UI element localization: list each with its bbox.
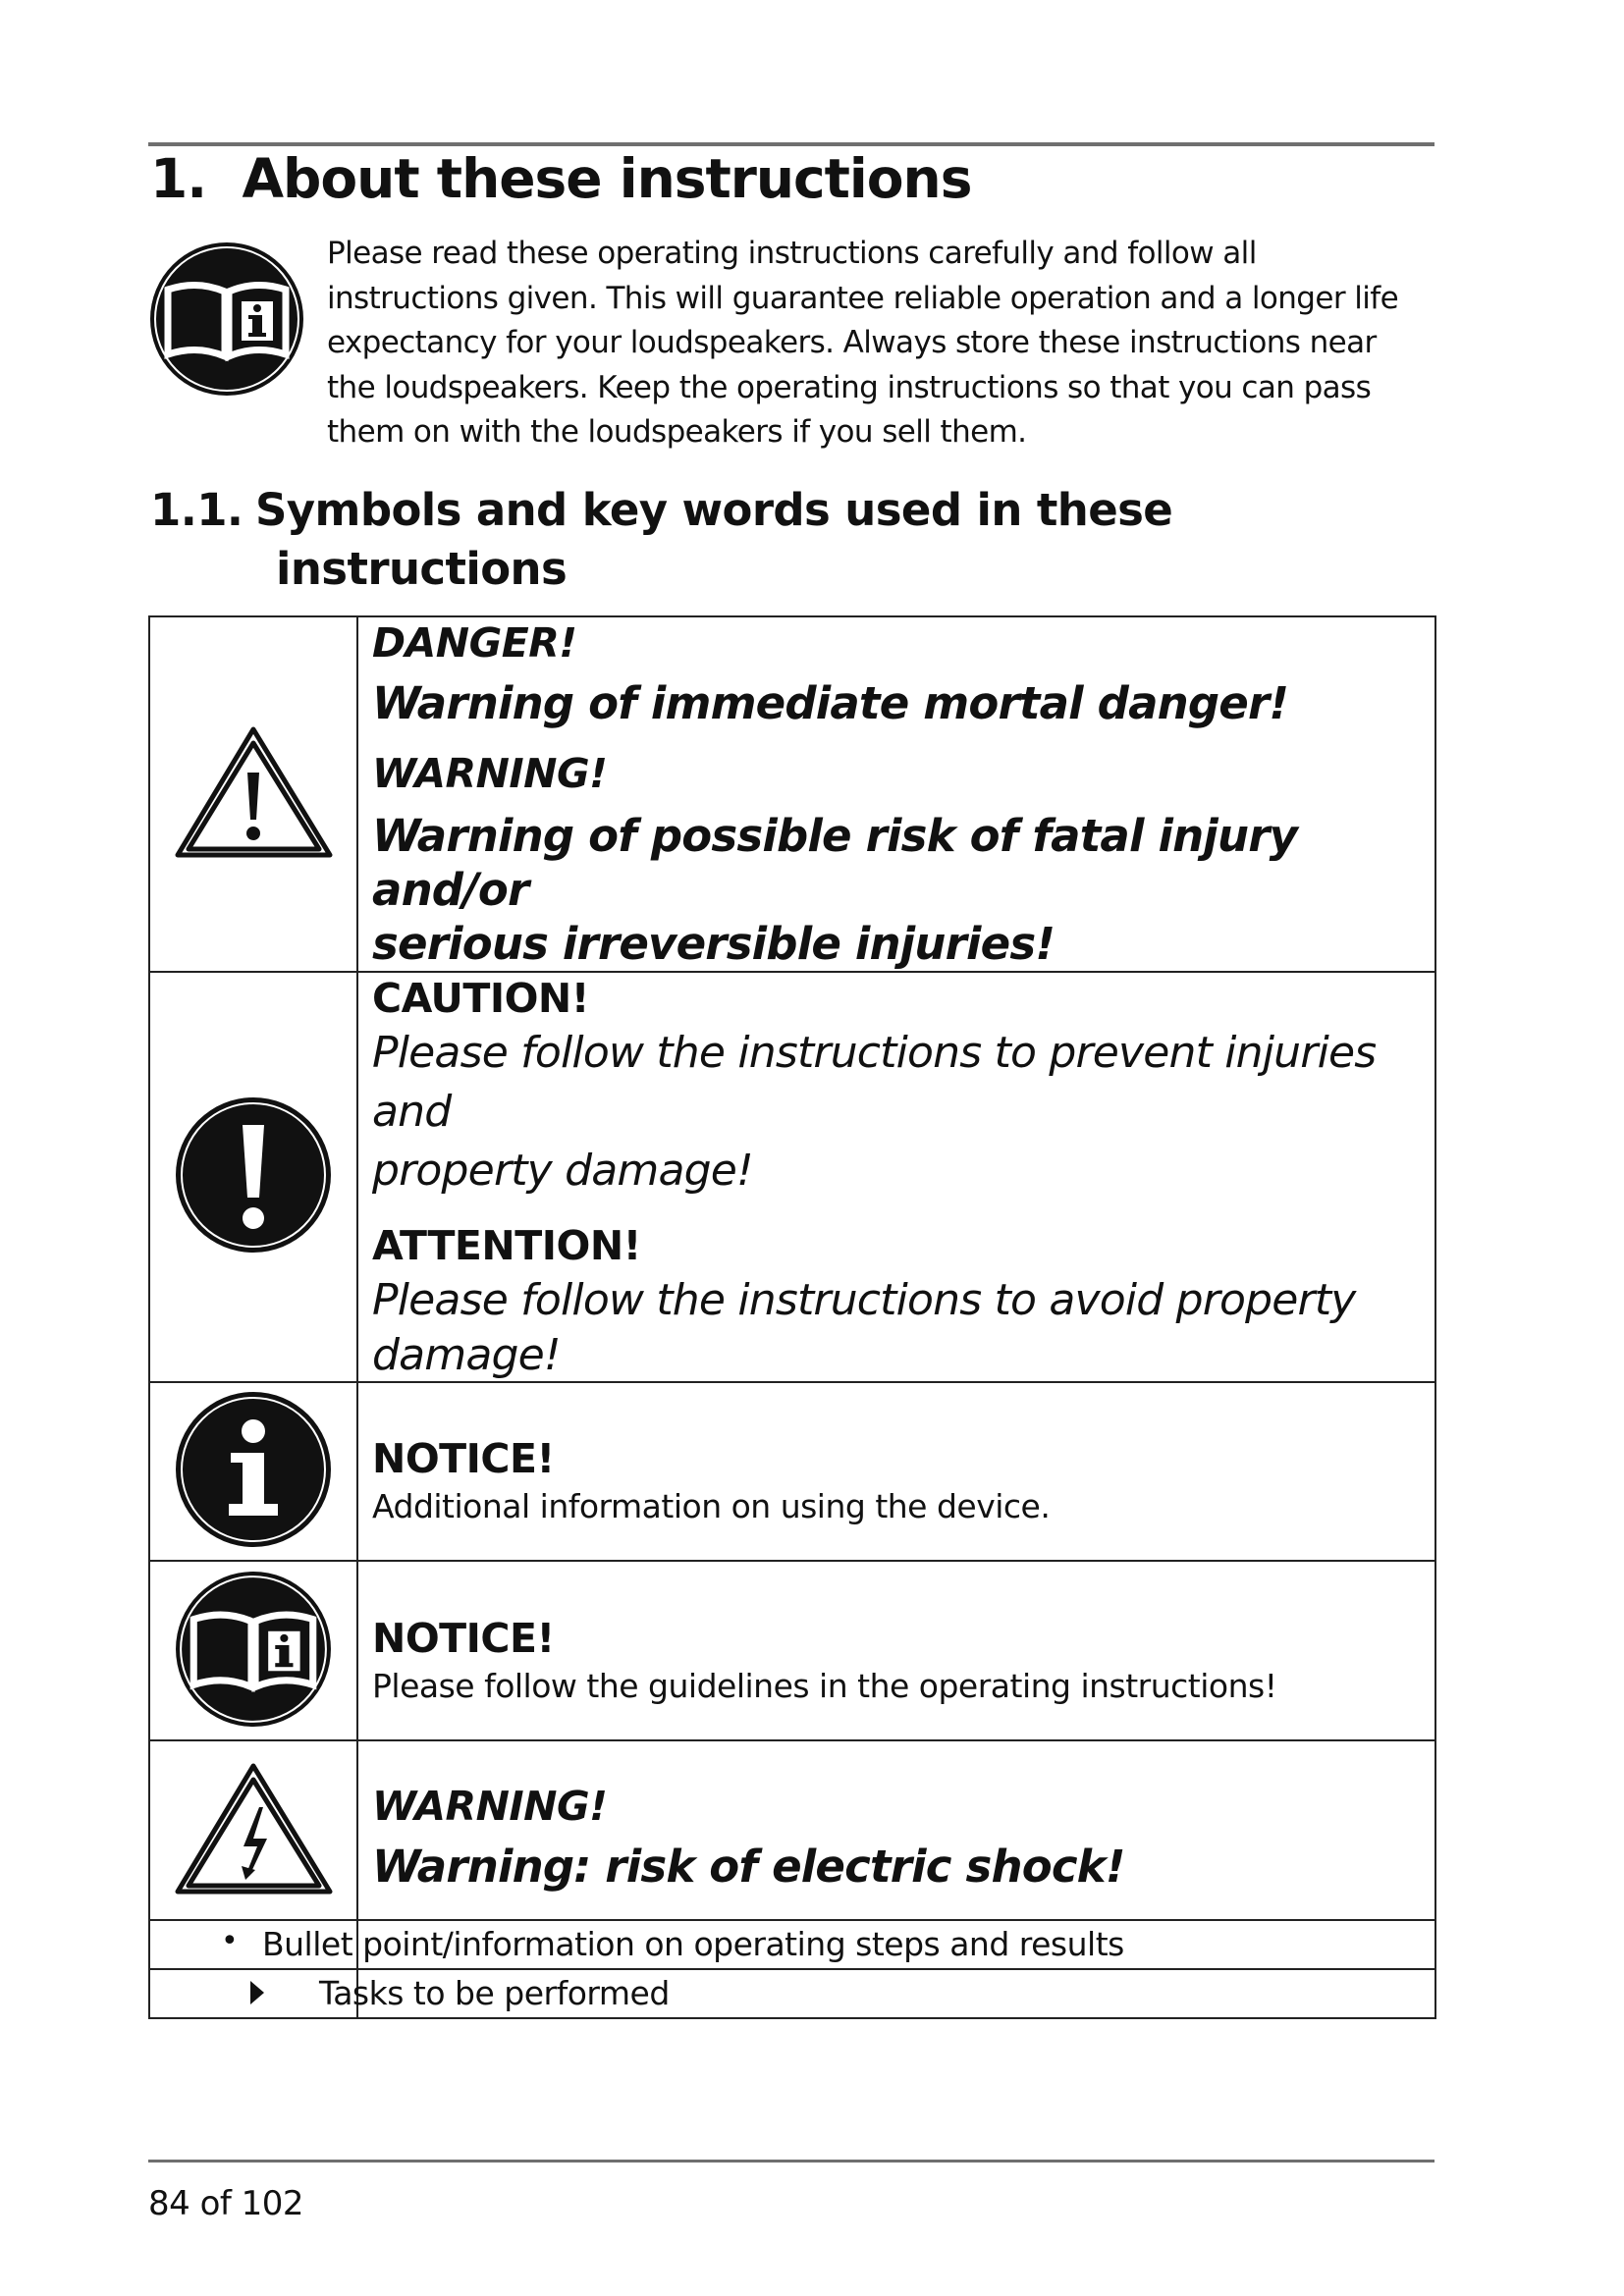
danger-description: Warning of immediate mortal danger!	[372, 677, 1289, 729]
info-circle-icon	[174, 1390, 333, 1549]
table-row-task	[149, 1969, 1435, 2018]
table-text-cell	[357, 972, 1435, 1382]
keyword-danger: DANGER!	[372, 619, 577, 667]
section-heading: 1. About these instructions	[150, 147, 972, 210]
symbols-table	[148, 615, 1436, 2019]
caution-description-line2: property damage!	[372, 1146, 753, 1196]
bullet-cell	[149, 1920, 1435, 1969]
bullet-symbol: •	[221, 1924, 239, 1958]
warning-triangle-icon	[173, 723, 335, 861]
table-text-cell	[357, 1740, 1435, 1920]
caution-description-line1: Please follow the instructions to prevent injuries and	[372, 1028, 1377, 1137]
electric-description: Warning: risk of electric shock!	[372, 1841, 1125, 1893]
keyword-notice: NOTICE!	[372, 1435, 555, 1482]
triangle-right-icon	[248, 1980, 266, 2005]
electric-shock-triangle-icon	[173, 1760, 335, 1897]
table-row-bullet	[149, 1920, 1435, 1969]
task-cell	[149, 1969, 1435, 2018]
manual-book-icon	[148, 240, 305, 398]
keyword-attention: ATTENTION!	[372, 1222, 641, 1269]
table-text-cell	[357, 616, 1435, 972]
attention-description-line2: damage!	[372, 1330, 561, 1380]
subsection-title-line1: Symbols and key words used in these	[255, 484, 1173, 536]
table-text-cell	[357, 1382, 1435, 1561]
warning-description-line1: Warning of possible risk of fatal injury and/or	[372, 810, 1298, 916]
keyword-caution: CAUTION!	[372, 975, 589, 1022]
notice-manual-description: Please follow the guidelines in the operating instructions!	[372, 1666, 1277, 1705]
bullet-description: Bullet point/information on operating steps and results	[262, 1925, 1124, 1963]
task-description: Tasks to be performed	[319, 1974, 670, 2012]
table-row-electric	[149, 1740, 1435, 1920]
subsection-title-line2: instructions	[276, 543, 568, 595]
bottom-rule	[148, 2160, 1435, 2163]
keyword-warning: WARNING!	[372, 1783, 608, 1830]
subsection-number: 1.1.	[150, 484, 244, 536]
table-row-notice-manual	[149, 1561, 1435, 1740]
table-icon-cell	[149, 1740, 357, 1920]
warning-description-line2: serious irreversible injuries!	[372, 918, 1056, 970]
page-number: 84 of 102	[148, 2184, 304, 2223]
exclamation-circle-icon	[174, 1095, 333, 1255]
attention-description-line1: Please follow the instructions to avoid property	[372, 1275, 1356, 1325]
table-icon-cell	[149, 1382, 357, 1561]
keyword-notice: NOTICE!	[372, 1614, 555, 1662]
table-icon-cell	[149, 972, 357, 1382]
notice-info-description: Additional information on using the device.	[372, 1487, 1051, 1525]
intro-paragraph: Please read these operating instructions carefully and follow all instructions given. This will guarantee reliable operation and a longer life expectancy for your loudspeakers. Always store these instructions near the loudspeakers. Keep the operating instructions so that you can pass them on with the loudspeakers if you sell them.	[327, 236, 1399, 450]
table-icon-cell	[149, 616, 357, 972]
keyword-warning: WARNING!	[372, 750, 608, 797]
manual-book-icon	[174, 1570, 333, 1729]
table-text-cell	[357, 1561, 1435, 1740]
top-rule	[148, 142, 1435, 146]
table-row-notice-info	[149, 1382, 1435, 1561]
table-icon-cell	[149, 1561, 357, 1740]
subsection-heading	[150, 481, 1172, 599]
table-row-caution	[149, 972, 1435, 1382]
table-row-danger	[149, 616, 1435, 972]
